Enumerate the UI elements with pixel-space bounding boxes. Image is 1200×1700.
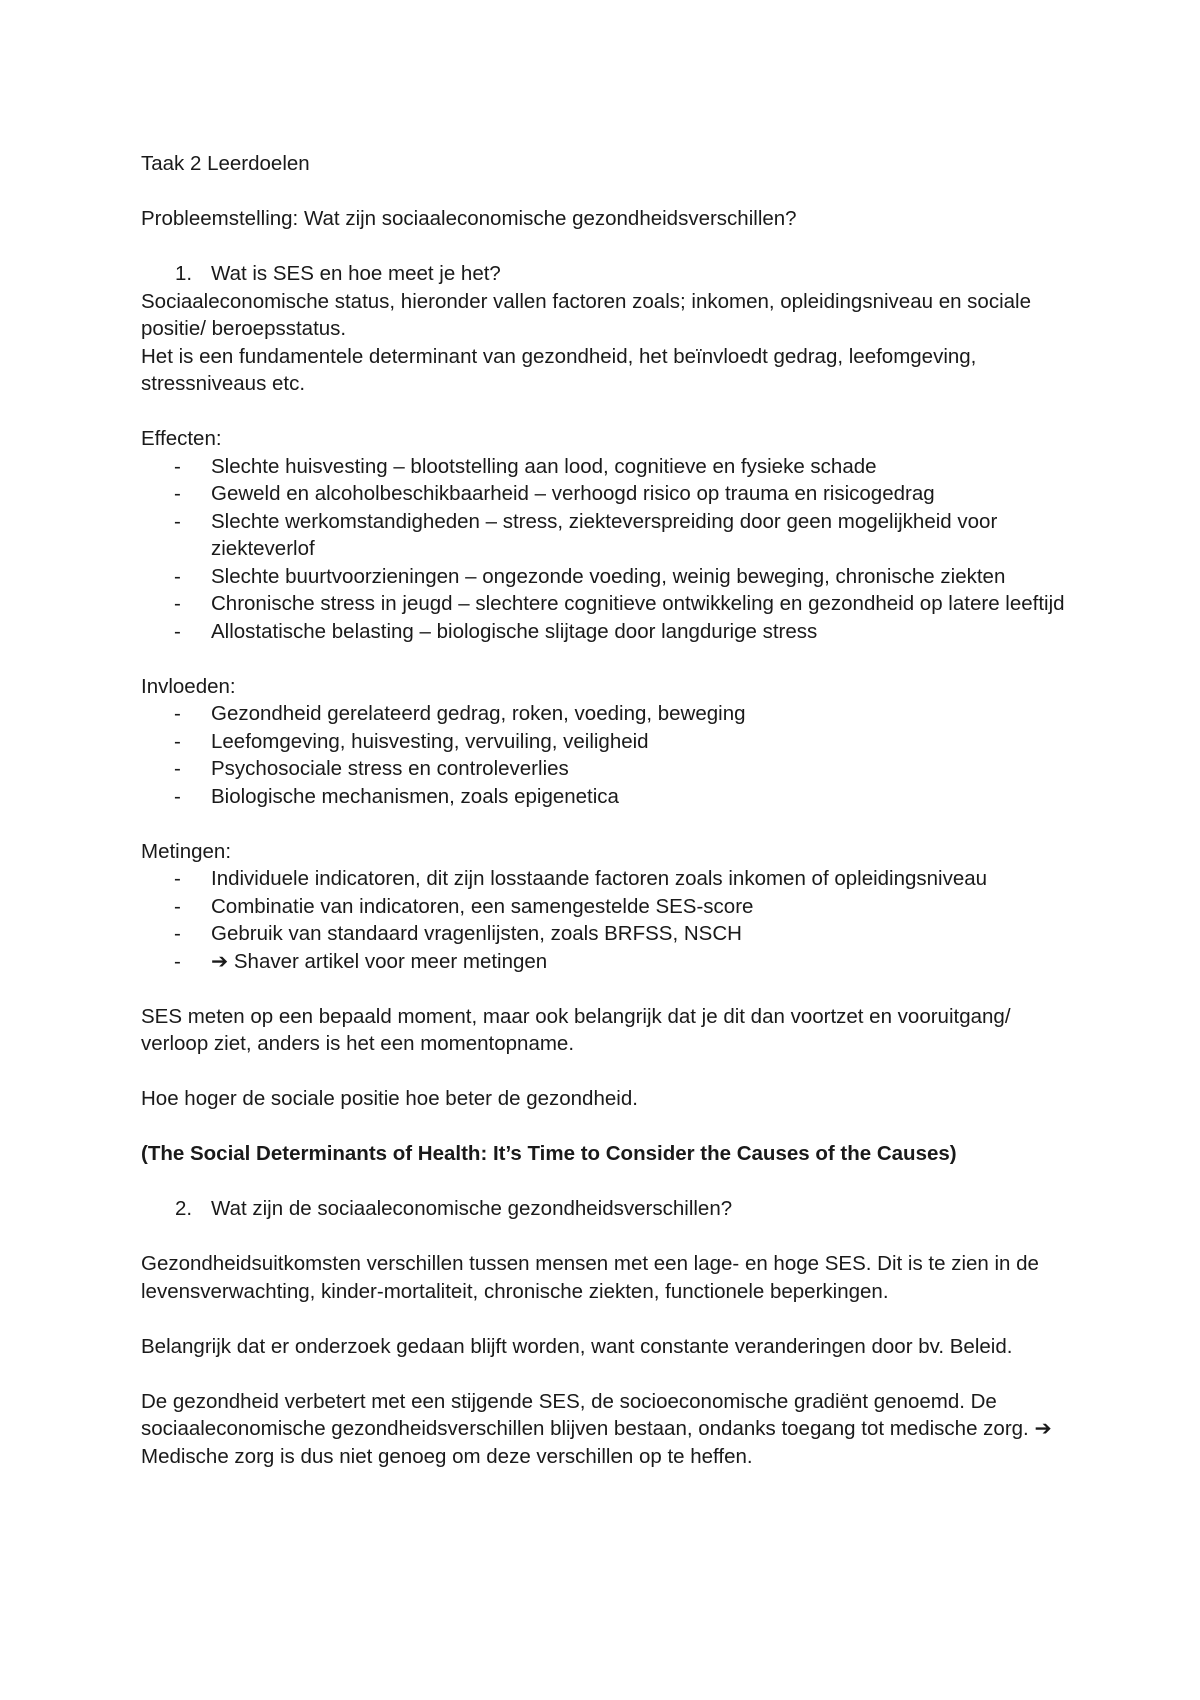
dash-bullet: - bbox=[174, 784, 181, 808]
ses-measurement-note: SES meten op een bepaald moment, maar ook belangrijk dat je dit dan voortzet en vooruitgang/ verloop ziet, anders is het een momentopname. bbox=[141, 1004, 1011, 1055]
list-item: - Individuele indicatoren, dit zijn losstaande factoren zoals inkomen of opleidingsniveau bbox=[141, 865, 1081, 893]
question-1-number: 1. bbox=[175, 262, 193, 285]
list-item: - Geweld en alcoholbeschikbaarheid – verhoogd risico op trauma en risicogedrag bbox=[141, 480, 1081, 508]
list-item: - Slechte werkomstandigheden – stress, ziekteverspreiding door geen mogelijkheid voor ziekteverlof bbox=[141, 508, 1081, 563]
question-2-text: Wat zijn de sociaaleconomische gezondheidsverschillen? bbox=[211, 1197, 733, 1220]
dash-bullet: - bbox=[174, 867, 181, 890]
social-position-note: Hoe hoger de sociale positie hoe beter de gezondheid. bbox=[141, 1087, 638, 1110]
list-item: - Allostatische belasting – biologische slijtage door langdurige stress bbox=[141, 618, 1081, 646]
dash-bullet: - bbox=[174, 757, 181, 780]
research-paragraph: Belangrijk dat er onderzoek gedaan blijft worden, want constante veranderingen door bv. Beleid. bbox=[141, 1334, 1013, 1358]
influences-heading: Invloeden: bbox=[141, 674, 236, 698]
list-item: - Chronische stress in jeugd – slechtere cognitieve ontwikkeling en gezondheid op latere leeftijd bbox=[141, 590, 1081, 618]
list-item: - Psychosociale stress en controleverlies bbox=[141, 755, 1081, 783]
question-1 bbox=[141, 260, 1081, 288]
dash-bullet: - bbox=[174, 922, 181, 945]
list-item: - Gezondheid gerelateerd gedrag, roken, voeding, beweging bbox=[141, 700, 1081, 728]
dash-bullet: - bbox=[174, 509, 181, 533]
measurements-heading: Metingen: bbox=[141, 839, 232, 863]
dash-bullet: - bbox=[174, 949, 181, 973]
list-item: - Leefomgeving, huisvesting, vervuiling, veiligheid bbox=[141, 728, 1081, 756]
gradient-paragraph: De gezondheid verbetert met een stijgende SES, de socioeconomische gradiënt genoemd. De sociaaleconomische gezondheidsverschillen blijven bestaan, ondanks toegang tot medische zorg. ➔ Medische zorg is dus niet genoeg om deze verschillen op te heffen. bbox=[141, 1389, 1052, 1468]
ses-determinant: Het is een fundamentele determinant van gezondheid, het beïnvloedt gedrag, leefomgeving, stressniveaus etc. bbox=[141, 344, 977, 395]
question-1-text: Wat is SES en hoe meet je het? bbox=[211, 262, 501, 285]
dash-bullet: - bbox=[174, 564, 181, 588]
effects-list bbox=[141, 453, 1081, 646]
effects-heading: Effecten: bbox=[141, 427, 222, 450]
list-item: - ➔ Shaver artikel voor meer metingen bbox=[141, 948, 1081, 976]
question-2 bbox=[141, 1195, 1081, 1223]
dash-bullet: - bbox=[174, 454, 181, 478]
ses-definition: Sociaaleconomische status, hieronder vallen factoren zoals; inkomen, opleidingsniveau en sociale positie/ beroepsstatus. bbox=[141, 289, 1031, 340]
influences-list bbox=[141, 700, 1081, 810]
list-item: - Slechte buurtvoorzieningen – ongezonde voeding, weinig beweging, chronische ziekten bbox=[141, 563, 1081, 591]
list-item: - Gebruik van standaard vragenlijsten, zoals BRFSS, NSCH bbox=[141, 920, 1081, 948]
dash-bullet: - bbox=[174, 702, 181, 725]
list-item: - Combinatie van indicatoren, een samengestelde SES-score bbox=[141, 893, 1081, 921]
measurements-list bbox=[141, 865, 1081, 975]
document-title: Taak 2 Leerdoelen bbox=[141, 152, 310, 175]
dash-bullet: - bbox=[174, 592, 181, 615]
dash-bullet: - bbox=[174, 482, 181, 505]
list-item: - Biologische mechanismen, zoals epigenetica bbox=[141, 783, 1081, 811]
dash-bullet: - bbox=[174, 894, 181, 918]
question-2-number: 2. bbox=[175, 1197, 193, 1220]
problem-statement: Probleemstelling: Wat zijn sociaaleconomische gezondheidsverschillen? bbox=[141, 207, 797, 230]
dash-bullet: - bbox=[174, 729, 181, 753]
list-item: - Slechte huisvesting – blootstelling aan lood, cognitieve en fysieke schade bbox=[141, 453, 1081, 481]
health-outcomes-paragraph: Gezondheidsuitkomsten verschillen tussen mensen met een lage- en hoge SES. Dit is te zien in de levensverwachting, kinder-mortaliteit, chronische ziekten, functionele beperkingen. bbox=[141, 1252, 1039, 1303]
document-body bbox=[141, 150, 1081, 1470]
dash-bullet: - bbox=[174, 619, 181, 643]
source-citation: (The Social Determinants of Health: It’s Time to Consider the Causes of the Causes) bbox=[141, 1142, 957, 1165]
